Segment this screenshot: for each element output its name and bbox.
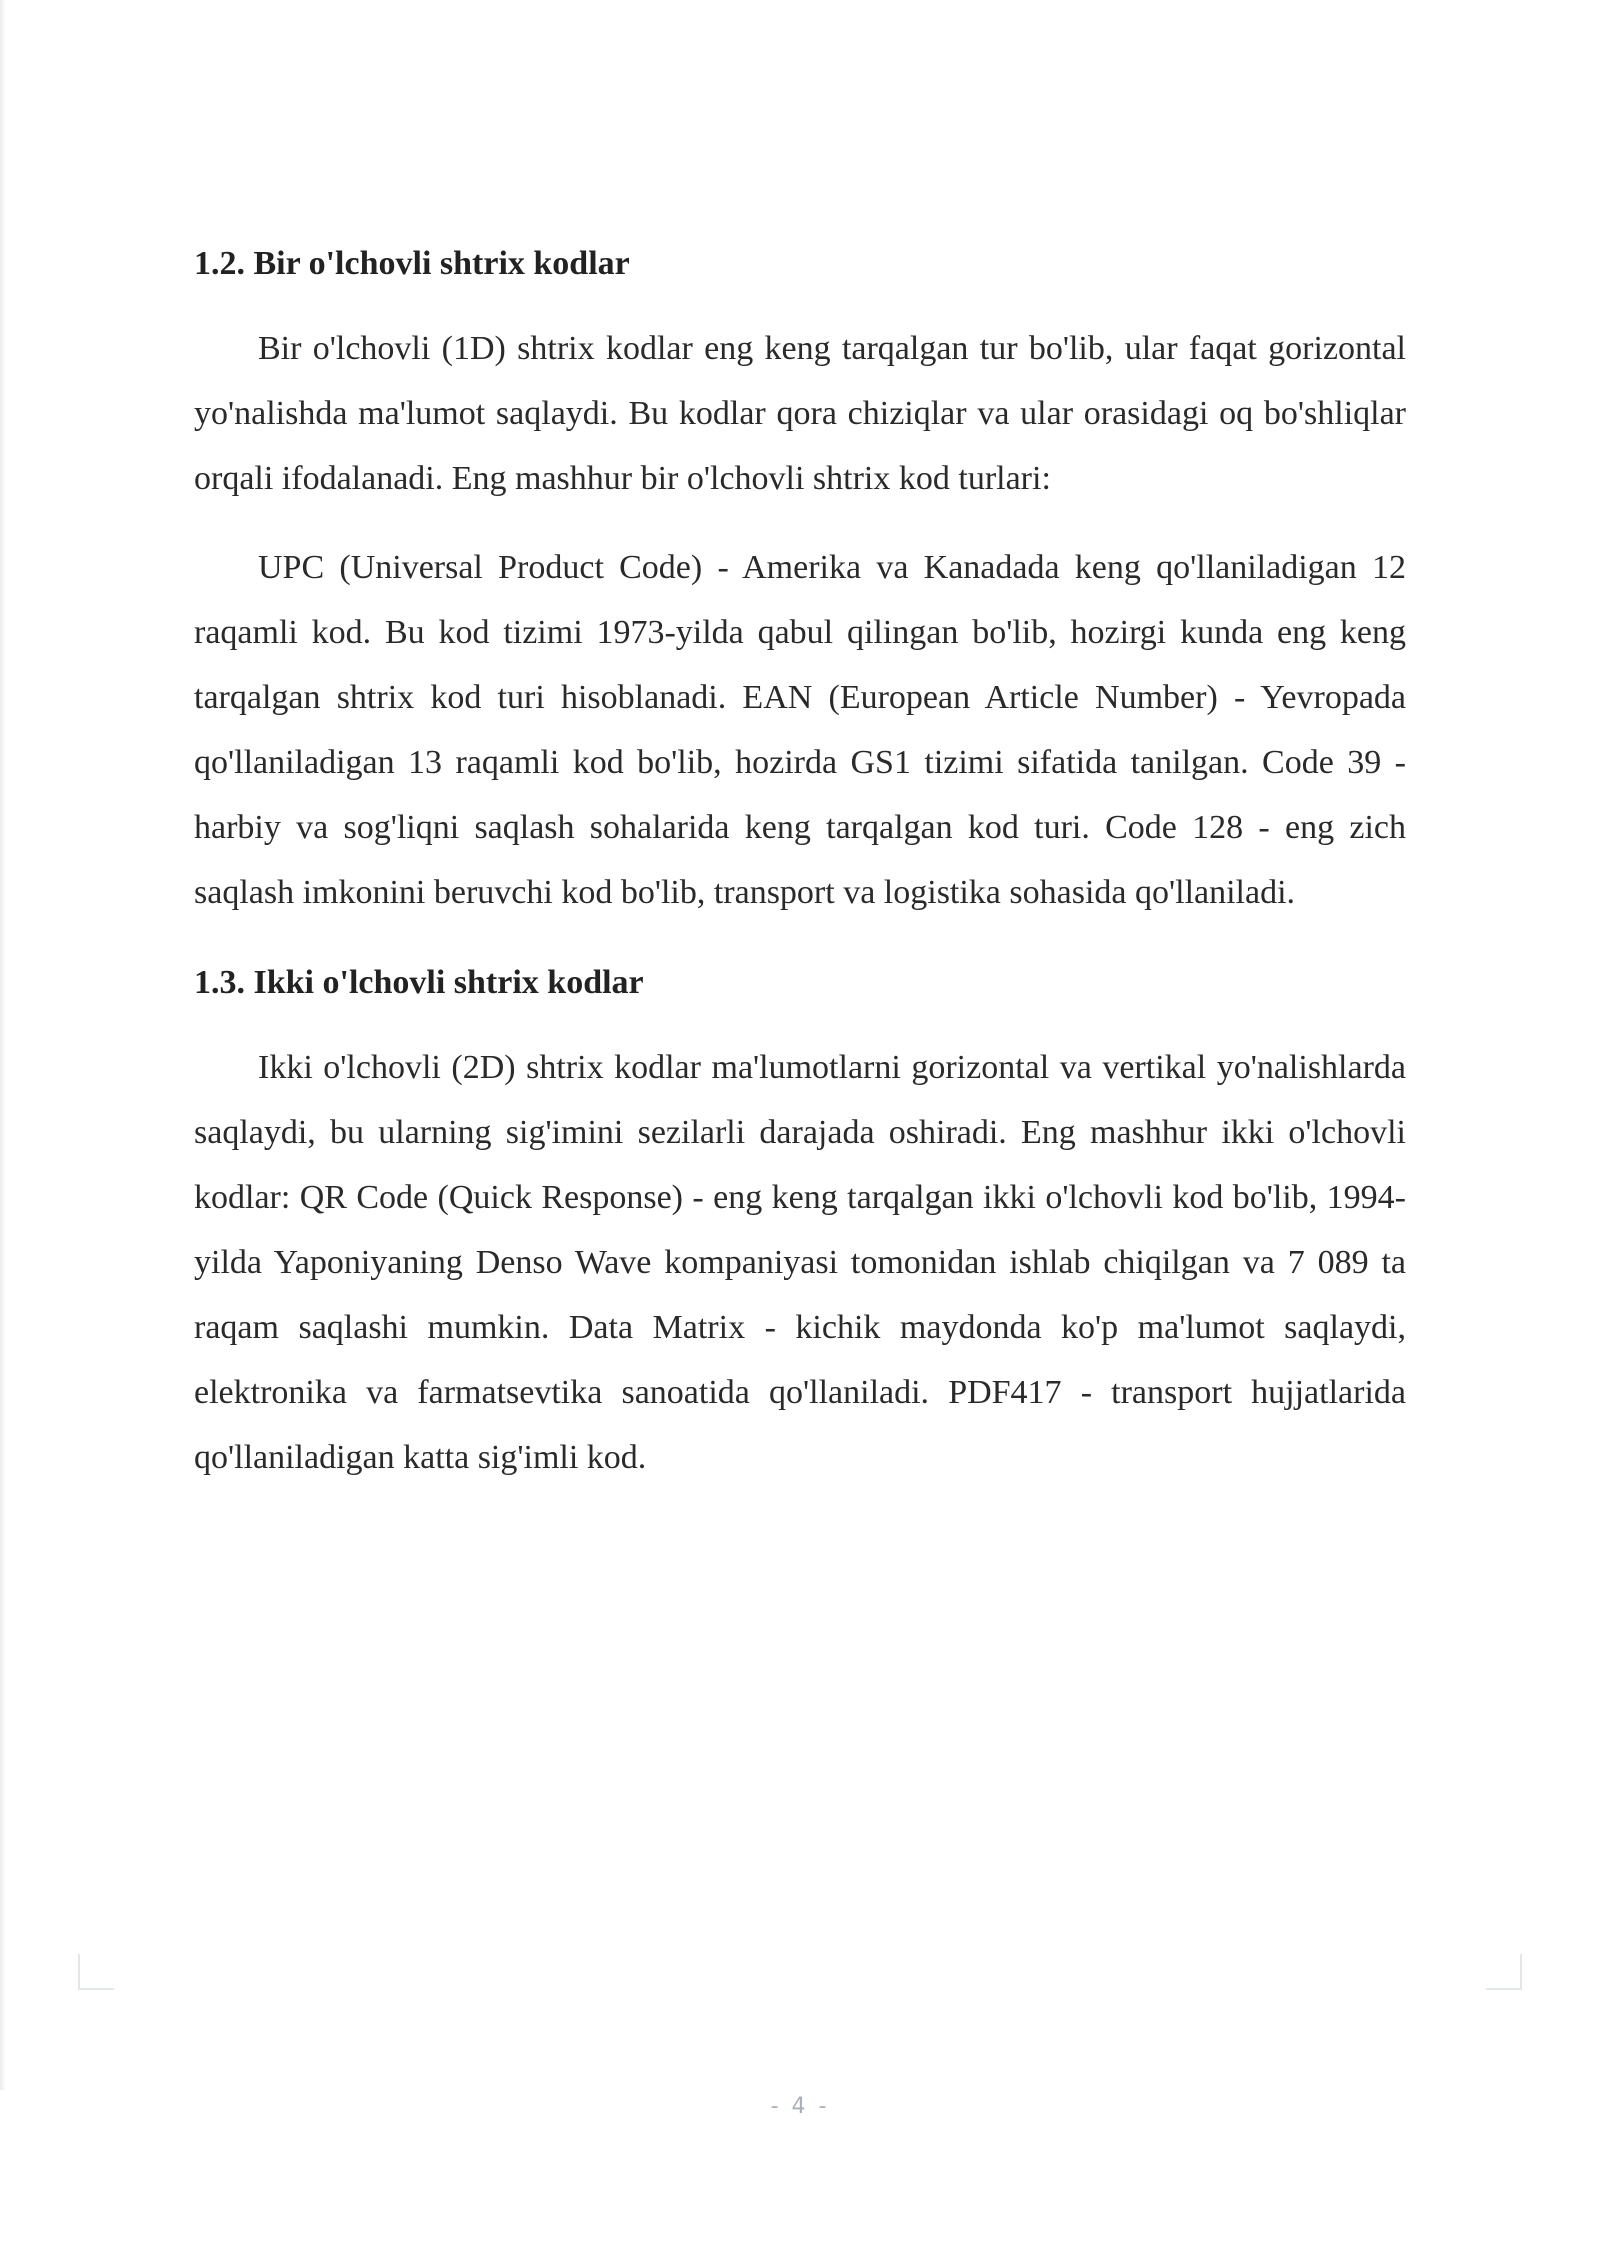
paragraph-1d-types: UPC (Universal Product Code) - Amerika va Kanadada keng qo'llaniladigan 12 raqamli kod. Bu kod tizimi 1973-yilda qabul qilingan bo'lib, hozirgi kunda eng keng tarqalgan shtrix kod turi hisoblanadi. EAN (European Article Number) - Yevropada qo'llaniladigan 13 raqamli kod bo'lib, hozirda GS1 tizimi sifatida tanilgan. Code 39 - harbiy va sog'liqni saqlash sohalarida keng tarqalgan kod turi. Code 128 - eng zich saqlash imkonini beruvchi kod bo'lib, transport va logistika sohasida qo'llaniladi. bbox=[194, 549, 1406, 911]
page-number: - 4 - bbox=[770, 2094, 830, 2119]
section-heading-1-2: 1.2. Bir o'lchovli shtrix kodlar bbox=[194, 245, 630, 282]
crop-mark-right bbox=[1486, 1954, 1522, 1990]
page-edge-shadow bbox=[0, 0, 6, 2090]
paragraph-1d-intro: Bir o'lchovli (1D) shtrix kodlar eng keng tarqalgan tur bo'lib, ular faqat gorizontal yo'nalishda ma'lumot saqlaydi. Bu kodlar qora chiziqlar va ular orasidagi oq bo'shliqlar orqali ifodalanadi. Eng mashhur bir o'lchovli shtrix kod turlari: bbox=[194, 330, 1406, 497]
crop-mark-left bbox=[78, 1954, 114, 1990]
paragraph-2d-intro: Ikki o'lchovli (2D) shtrix kodlar ma'lumotlarni gorizontal va vertikal yo'nalishlarda saqlaydi, bu ularning sig'imini sezilarli darajada oshiradi. Eng mashhur ikki o'lchovli kodlar: QR Code (Quick Response) - eng keng tarqalgan ikki o'lchovli kod bo'lib, 1994-yilda Yaponiyaning Denso Wave kompaniyasi tomonidan ishlab chiqilgan va 7 089 ta raqam saqlashi mumkin. Data Matrix - kichik maydonda ko'p ma'lumot saqlaydi, elektronika va farmatsevtika sanoatida qo'llaniladi. PDF417 - transport hujjatlarida qo'llaniladigan katta sig'imli kod. bbox=[194, 1049, 1406, 1476]
section-heading-1-3: 1.3. Ikki o'lchovli shtrix kodlar bbox=[194, 964, 644, 1001]
page-content bbox=[194, 238, 1406, 1490]
